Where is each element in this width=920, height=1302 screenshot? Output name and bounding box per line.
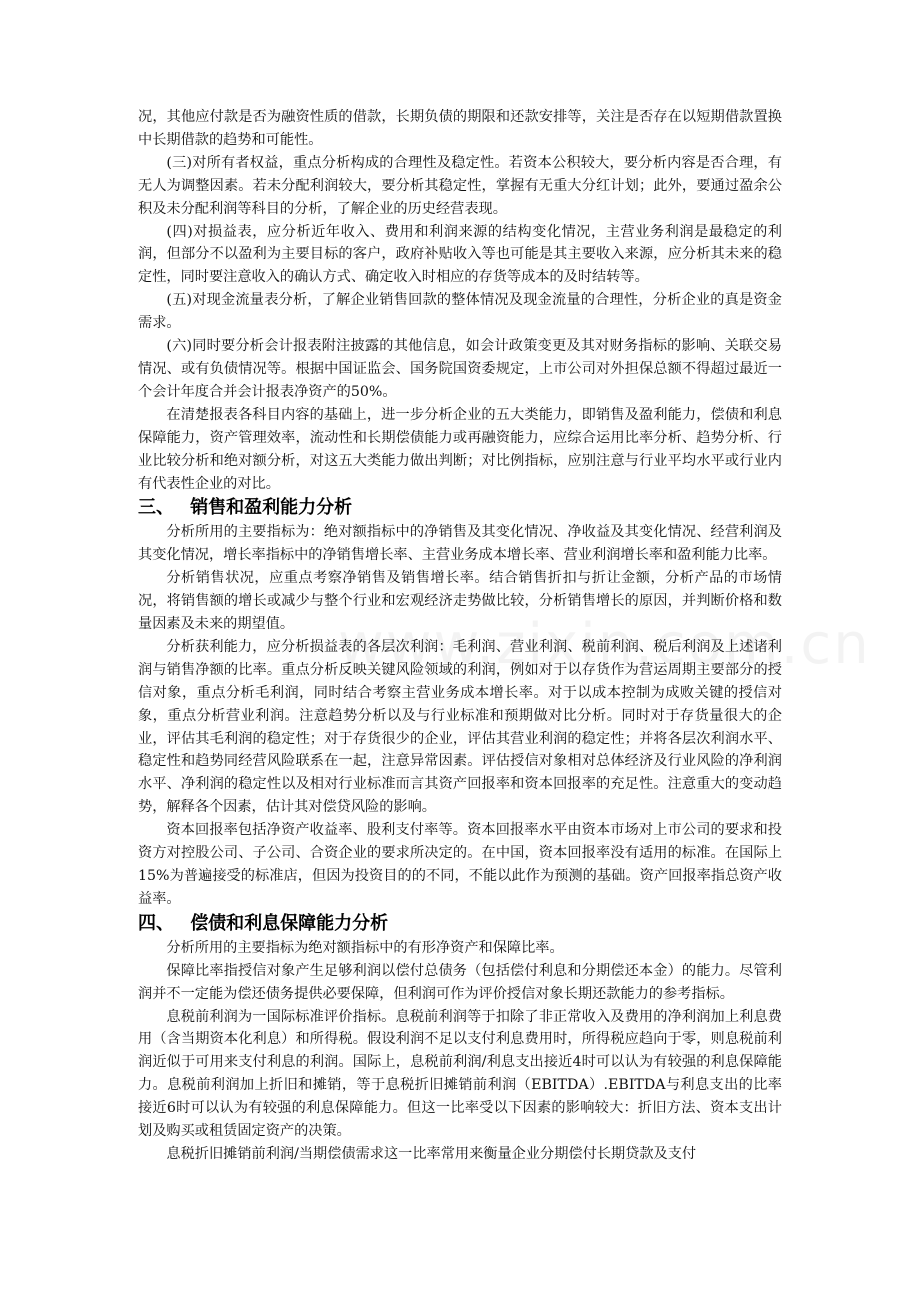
paragraph: (六)同时要分析会计报表附注披露的其他信息，如会计政策变更及其对财务指标的影响、关联交易情况、或有负债情况等。根据中国证监会、国务院国资委规定，上市公司对外担保总额不得超过最近一个会计年度合并会计报表净资产的50%。 bbox=[138, 338, 782, 400]
section-heading bbox=[138, 495, 782, 521]
paragraph: (三)对所有者权益，重点分析构成的合理性及稳定性。若资本公积较大，要分析内容是否合理，有无人为调整因素。若未分配利润较大，要分析其稳定性，掌握有无重大分红计划；此外，要通过盈余公积及未分配利润等科目的分析，了解企业的历史经营表现。 bbox=[138, 154, 782, 217]
paragraph: 分析销售状况，应重点考察净销售及销售增长率。结合销售折扣与折让金额，分析产品的市场情况，将销售额的增长或减少与整个行业和宏观经济走势做比较，分析销售增长的原因，并判断价格和数量因素及未来的期望值。 bbox=[138, 570, 782, 633]
paragraph: 分析所用的主要指标为：绝对额指标中的净销售及其变化情况、净收益及其变化情况、经营利润及其变化情况，增长率指标中的净销售增长率、主营业务成本增长率、营业利润增长率和盈利能力比率。 bbox=[138, 524, 782, 564]
paragraph: 息税折旧摊销前利润/当期偿债需求这一比率常用来衡量企业分期偿付长期贷款及支付 bbox=[166, 1145, 697, 1162]
paragraph: 分析所用的主要指标为绝对额指标中的有形净资产和保障比率。 bbox=[166, 939, 564, 956]
paragraph: (五)对现金流量表分析，了解企业销售回款的整体情况及现金流量的合理性，分析企业的真是资金需求。 bbox=[138, 292, 782, 332]
paragraph: 资本回报率包括净资产收益率、股利支付率等。资本回报率水平由资本市场对上市公司的要求和投资方对控股公司、子公司、合资企业的要求所决定的。在中国，资本回报率没有适用的标准。在国际上15%为普遍接受的标准店，但因为投资目的的不同，不能以此作为预测的基础。资产回报率指总资产收益率。 bbox=[138, 822, 782, 907]
paragraph: 保障比率指授信对象产生足够利润以偿付总债务（包括偿付利息和分期偿还本金）的能力。尽管利润并不一定能为偿还债务提供必要保障，但利润可作为评价授信对象长期还款能力的参考指标。 bbox=[138, 962, 782, 1002]
document-body bbox=[138, 106, 782, 1166]
section-heading bbox=[138, 911, 782, 937]
paragraph: (四)对损益表，应分析近年收入、费用和利润来源的结构变化情况，主营业务利润是最稳定的利润，但部分不以盈利为主要目标的客户，政府补贴收入等也可能是其主要收入来源，应分析其未来的稳定性，同时要注意收入的确认方式、确定收入时相应的存货等成本的及时结转等。 bbox=[138, 223, 782, 286]
paragraph: 息税前利润为一国际标准评价指标。息税前利润等于扣除了非正常收入及费用的净利润加上利息费用（含当期资本化利息）和所得税。假设利润不足以支付利息费用时，所得税应趋向于零，则息税前利润近似于可用来支付利息的利润。国际上，息税前利润/利息支出接近4时可以认为有较强的利息保障能力。息税前利润加上折旧和摊销，等于息税折旧摊销前利润（EBITDA）.EBITDA与利息支出的比率接近6时可以认为有较强的利息保障能力。但这一比率受以下因素的影响较大：折旧方法、资本支出计划及购买或租赁固定资产的决策。 bbox=[138, 1008, 782, 1140]
section-number: 四、 bbox=[138, 912, 174, 934]
section-title: 销售和盈利能力分析 bbox=[190, 497, 353, 519]
section-title: 偿债和利息保障能力分析 bbox=[190, 912, 389, 934]
section-number: 三、 bbox=[138, 497, 174, 519]
paragraph: 分析获利能力，应分析损益表的各层次利润：毛利润、营业利润、税前利润、税后利润及上述诸利润与销售净额的比率。重点分析反映关键风险领域的利润，例如对于以存货作为营运周期主要部分的授信对象，重点分析毛利润，同时结合考察主营业务成本增长率。对于以成本控制为成败关键的授信对象，重点分析营业利润。注意趋势分析以及与行业标准和预期做对比分析。同时对于存货量很大的企业，评估其毛利润的稳定性；对于存货很少的企业，评估其营业利润的稳定性；并将各层次利润水平、稳定性和趋势同经营风险联系在一起，注意异常因素。评估授信对象相对总体经济及行业风险的净利润水平、净利润的稳定性以及相对行业标准而言其资产回报率和资本回报率的充足性。注意重大的变动趋势，解释各个因素，估计其对偿贷风险的影响。 bbox=[138, 638, 782, 816]
paragraph: 况，其他应付款是否为融资性质的借款，长期负债的期限和还款安排等，关注是否存在以短期借款置换中长期借款的趋势和可能性。 bbox=[138, 109, 782, 148]
paragraph: 在清楚报表各科目内容的基础上，进一步分析企业的五大类能力，即销售及盈利能力，偿债和利息保障能力，资产管理效率，流动性和长期偿债能力或再融资能力，应综合运用比率分析、趋势分析、行业比较分析和绝对额分析，对这五大类能力做出判断；对比例指标，应别注意与行业平均水平或行业内有代表性企业的对比。 bbox=[138, 406, 782, 492]
